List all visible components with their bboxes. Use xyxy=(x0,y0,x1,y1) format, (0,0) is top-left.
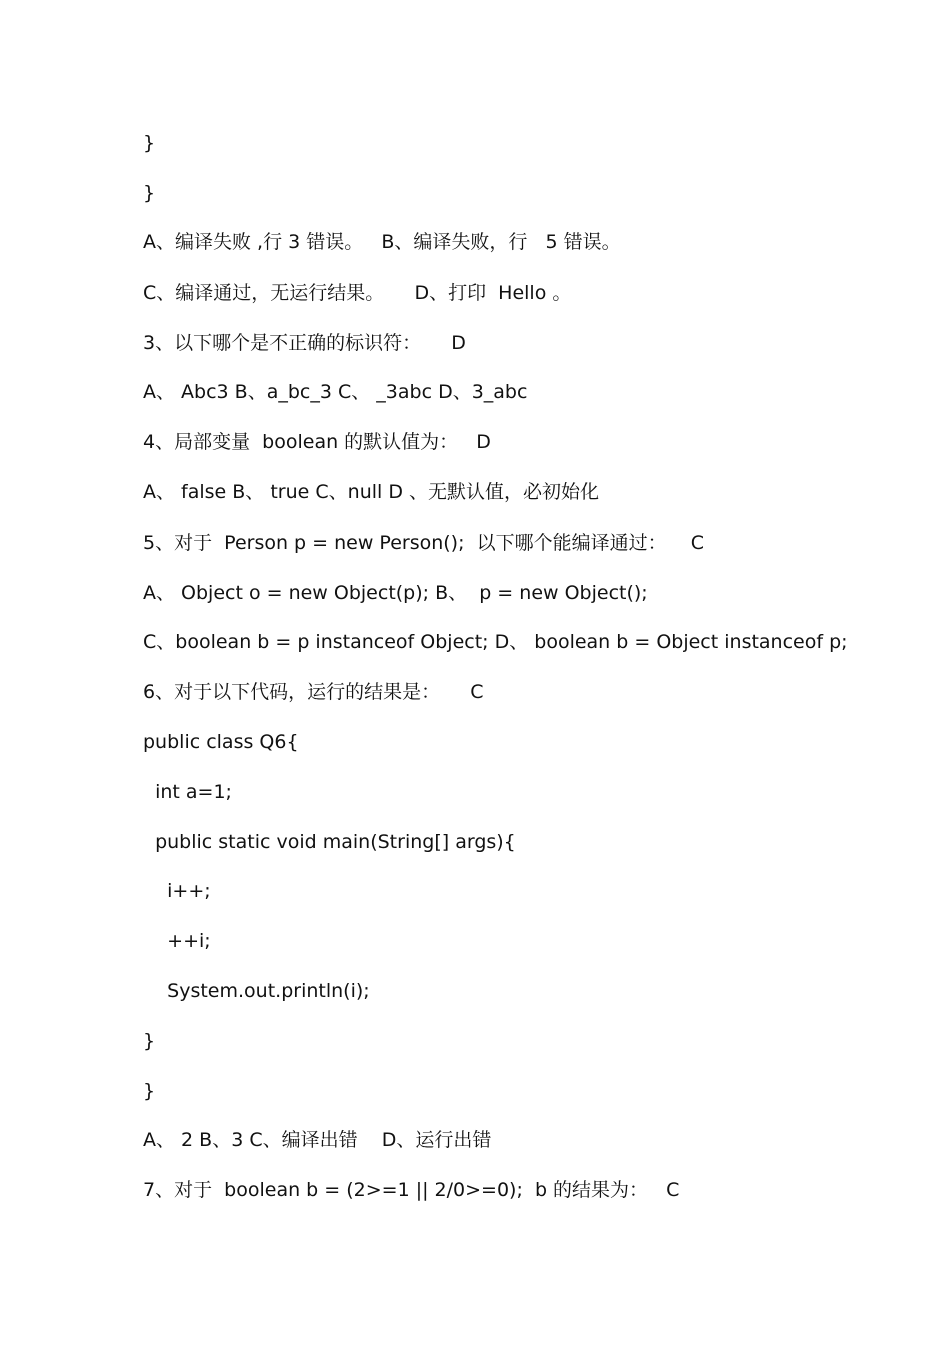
answer-options-line: C、boolean b = p instanceof Object; D、 boolean b = Object instanceof p; xyxy=(143,631,848,653)
answer-options-line: C、编译通过，无运行结果。 D、打印 Hello 。 xyxy=(143,282,572,304)
code-line-closing-brace: } xyxy=(143,1080,156,1102)
question-6: 6、对于以下代码，运行的结果是： C xyxy=(143,681,484,703)
code-line: public class Q6{ xyxy=(143,731,299,753)
code-line-closing-brace: } xyxy=(143,182,156,204)
code-line-closing-brace: } xyxy=(143,1030,156,1052)
question-7: 7、对于 boolean b = (2>=1 || 2/0>=0); b 的结果为： C xyxy=(143,1179,680,1201)
answer-options-line: A、 false B、 true C、null D 、无默认值，必初始化 xyxy=(143,481,600,503)
code-line: System.out.println(i); xyxy=(143,980,370,1002)
answer-options-line: A、编译失败 ,行 3 错误。 B、编译失败，行 5 错误。 xyxy=(143,231,621,253)
question-5: 5、对于 Person p = new Person(); 以下哪个能编译通过： C xyxy=(143,532,705,554)
question-4: 4、局部变量 boolean 的默认值为： D xyxy=(143,431,491,453)
code-line: int a=1; xyxy=(143,781,232,803)
code-line: public static void main(String[] args){ xyxy=(143,831,516,853)
code-line-closing-brace: } xyxy=(143,132,156,154)
answer-options-line: A、 Abc3 B、a_bc_3 C、 _3abc D、3_abc xyxy=(143,381,528,403)
code-line: i++; xyxy=(143,880,211,902)
answer-options-line: A、 2 B、3 C、编译出错 D、运行出错 xyxy=(143,1129,492,1151)
answer-options-line: A、 Object o = new Object(p); B、 p = new Object(); xyxy=(143,582,648,604)
code-line: ++i; xyxy=(143,930,211,952)
question-3: 3、以下哪个是不正确的标识符： D xyxy=(143,332,466,354)
